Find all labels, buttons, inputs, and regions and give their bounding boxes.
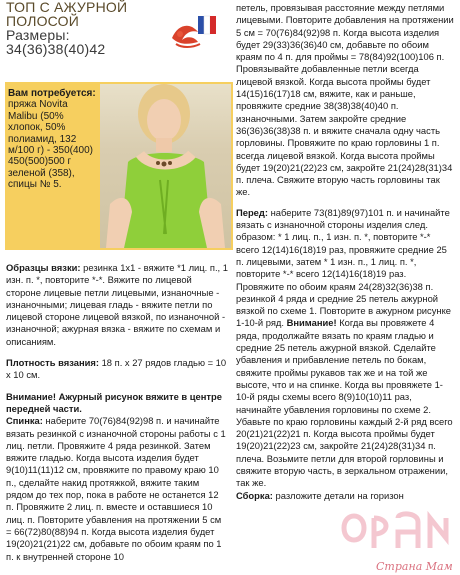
sizes-value: 34(36)38(40)42 (6, 41, 106, 57)
samples-paragraph (6, 262, 228, 348)
watermark-text: Страна Мам (376, 560, 453, 573)
materials-body: пряжа Novita Malibu (50% хлопок, 50% полиамид, 132 м/100 г) - 350(400) 450(500)500 г зеленой (358), спицы № 5. (8, 99, 94, 191)
front-attention-text: Когда вы провяжете 4 ряда, продолжайте вязать по краям гладью и средние 25 петель ажурной вязкой. Сделайте убавления и прибавление петель по бокам, свяжите проймы рукавов так же и на той же высоте, что и на спинке. Когда вы провяжете 1-10-й ряды схемы всего 8(9)10(10)11 раз, начинайте убавления горловины по схеме 2. Убавьте по краю горловины каждый 2-й ряд всего 20(21)21(22)21 п. Когда высота проймы будет 19(20)21(22)23 см, закройте 21(24)28(31)34 п. плеча. Возьмите петли для второй горловины и свяжите вторую часть, в зеркальном отражении, так же. (236, 317, 453, 489)
assembly-text: разложите детали на горизон (275, 489, 404, 501)
title-line-1: ТОП С АЖУРНОЙ (6, 0, 128, 15)
left-column (6, 262, 228, 563)
front-heading: Перед: (236, 206, 268, 218)
density-paragraph (6, 357, 228, 382)
attention-note: Внимание! Ажурный рисунок вяжите в центре передней части. (6, 390, 222, 414)
front-attention-label: Внимание! (286, 317, 337, 329)
article-title (6, 0, 181, 56)
assembly-heading: Сборка: (236, 489, 273, 501)
density-heading: Плотность вязания: (6, 357, 99, 369)
density-text: 18 п. х 27 рядов гладью = 10 х 10 см. (6, 357, 227, 381)
front-paragraph (236, 207, 456, 490)
right-column (236, 2, 456, 502)
back-heading: Спинка: (6, 415, 43, 427)
samples-heading: Образцы вязки: (6, 262, 81, 273)
samples-text: резинка 1х1 - вяжите *1 лиц. п., 1 изн. п. *, повторите *-*. Вяжите по лицевой стороне лицевые петли лицевыми, изнаночные - изнаночными; лицевая гладь - вяжите петли по лицевой стороне лицевой вязкой, по изнаночной - изнаночной; ажурная вязка - вяжите по схемам и описаниям. (6, 262, 228, 347)
back-text: наберите 70(76)84(92)98 п. и начинайте вязать резинкой с изнаночной стороны работы с 1 лиц. петли. Провяжите 4 ряда резинкой. Затем вяжите гладью. Когда высота изделия будет 9(10)11(11)12 см, провяжите по правому краю 10 п., сделайте накид протяжкой, вяжите таким рядом до тех пор, пока в работе не останется 12 п. Провяжите 2 лиц. п. вместе и оставшиеся 10 лиц. п. Повторите убавления на протяжении 5 см = 66(72)80(88)94 п. Когда высота изделия будет 19(20)21(21)22 см, добавьте по обоим краям по 1 п. к внутренней стороне 10 (6, 415, 226, 562)
front-text: наберите 73(81)89(97)101 п. и начинайте вязать с изнаночной стороны изделия след. образом: * 1 лиц. п., 1 изн. п. *, повторите *-* всего 12(14)16(18)19 раз, провяжите средние 25 п. лицевыми, затем * 1 изн. п., 1 лиц. п. *, повторите *-* всего 12(14)16(18)19 раз. Провяжите по обоим краям 24(28)32(36)38 п. резинкой 4 ряда и средние 25 петель ажурной вязкой по схеме 1. Повторите в ажурном рисунке 1-10-й ряд. (236, 206, 452, 329)
flower-ornament-icon (168, 14, 216, 52)
model-photo (100, 84, 231, 248)
sizes-label: Размеры: (6, 27, 70, 43)
back-continued-paragraph: петель, провязывая расстояние между петлями лицевыми. Повторите добавления на протяжении 5 см = 70(76)84(92)98 п. Когда высота изделия будет 29(33)36(36)40 см, добавьте по обоим краям по 4 п. для проймы = 78(84)92(100)106 п. Провязывайте добавленные петли всегда лицевой вязкой. Когда высота проймы будет 14(15)16(17)18 см, вяжите, как и раньше, провяжите средние 38(38)38(40)40 п. изнаночными. Затем закройте средние 36(36)36(38)38 п. и вяжите сначала одну часть горловины. Провяжите по краю горловины 1 п. всегда лицевой вязкой. Когда высота проймы будет 19(20)21(22)23 см, закройте 21(24)28(31)34 п. плеча. Свяжите вторую часть горловины так же. (236, 2, 454, 198)
title-line-2: ПОЛОСОЙ (6, 13, 80, 29)
materials-text (8, 88, 98, 191)
materials-heading: Вам потребуется: (8, 88, 96, 99)
back-paragraph (6, 415, 228, 563)
